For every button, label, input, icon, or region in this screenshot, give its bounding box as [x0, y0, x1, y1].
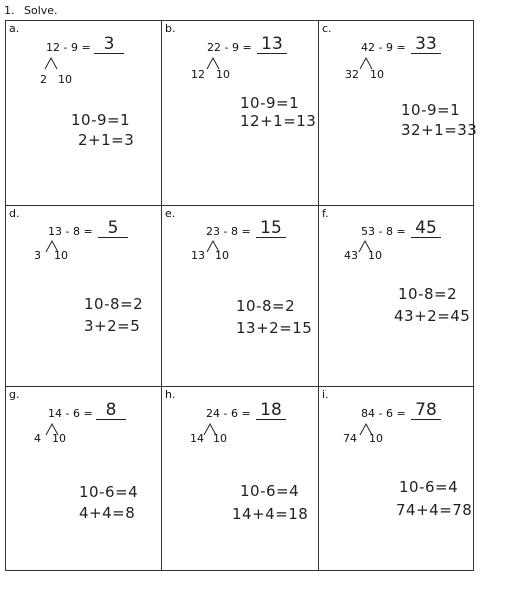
problem-letter: a.: [9, 22, 20, 35]
question-number: 1.: [4, 4, 15, 17]
work-line-2: 3+2=5: [84, 317, 141, 335]
split-ones: 74: [343, 432, 357, 445]
work-line-1: 10-6=4: [240, 482, 300, 500]
answer-blank: 18: [256, 401, 286, 420]
answer-blank: 15: [256, 219, 286, 238]
work-line-2: 12+1=13: [240, 112, 317, 130]
split-ones: 3: [34, 249, 41, 262]
problem-cell-e: [162, 206, 319, 387]
split-tens: 10: [216, 68, 230, 81]
problem-equation: 84 - 6 =: [361, 407, 406, 420]
problem-letter: e.: [165, 207, 176, 220]
problem-cell-b: [162, 21, 319, 206]
split-tens: 10: [368, 249, 382, 262]
work-line-2: 2+1=3: [78, 131, 135, 149]
problem-letter: d.: [9, 207, 20, 220]
work-line-2: 32+1=33: [401, 121, 478, 139]
split-ones: 14: [190, 432, 204, 445]
work-line-1: 10-9=1: [401, 101, 461, 119]
split-tens: 10: [52, 432, 66, 445]
problem-equation: 12 - 9 =: [46, 41, 91, 54]
split-tens: 10: [213, 432, 227, 445]
work-line-2: 13+2=15: [236, 319, 313, 337]
worksheet-header: [4, 4, 58, 17]
split-ones: 32: [345, 68, 359, 81]
problem-equation: 53 - 8 =: [361, 225, 406, 238]
work-line-1: 10-8=2: [236, 297, 296, 315]
answer-blank: 78: [411, 401, 441, 420]
problem-letter: b.: [165, 22, 176, 35]
work-line-1: 10-6=4: [79, 483, 139, 501]
split-tens: 10: [215, 249, 229, 262]
problem-cell-d: [6, 206, 162, 387]
problem-letter: g.: [9, 388, 20, 401]
work-line-1: 10-9=1: [240, 94, 300, 112]
split-tens: 10: [54, 249, 68, 262]
problem-cell-g: [6, 387, 162, 570]
problem-letter: h.: [165, 388, 176, 401]
work-line-2: 74+4=78: [396, 501, 473, 519]
split-ones: 4: [34, 432, 41, 445]
problem-cell-a: [6, 21, 162, 206]
problem-equation: 13 - 8 =: [48, 225, 93, 238]
problem-equation: 42 - 9 =: [361, 41, 406, 54]
split-ones: 12: [191, 68, 205, 81]
split-ones: 43: [344, 249, 358, 262]
problem-cell-f: [319, 206, 473, 387]
question-title: Solve.: [24, 4, 58, 17]
work-line-1: 10-9=1: [71, 111, 131, 129]
problem-letter: c.: [322, 22, 332, 35]
problem-cell-i: [319, 387, 473, 570]
work-line-1: 10-8=2: [398, 285, 458, 303]
problem-equation: 14 - 6 =: [48, 407, 93, 420]
problem-grid: [5, 20, 478, 571]
problem-equation: 23 - 8 =: [206, 225, 251, 238]
problem-cell-h: [162, 387, 319, 570]
answer-blank: 3: [94, 35, 124, 54]
problem-letter: f.: [322, 207, 329, 220]
problem-cell-c: [319, 21, 478, 206]
split-ones: 13: [191, 249, 205, 262]
problem-equation: 24 - 6 =: [206, 407, 251, 420]
work-line-2: 4+4=8: [79, 504, 136, 522]
answer-blank: 8: [96, 401, 126, 420]
problem-equation: 22 - 9 =: [207, 41, 252, 54]
answer-blank: 13: [257, 35, 287, 54]
work-line-1: 10-8=2: [84, 295, 144, 313]
work-line-1: 10-6=4: [399, 478, 459, 496]
work-line-2: 14+4=18: [232, 505, 309, 523]
answer-blank: 45: [411, 219, 441, 238]
number-bond-branch: [42, 56, 62, 70]
problem-letter: i.: [322, 388, 329, 401]
answer-blank: 33: [411, 35, 441, 54]
split-tens: 10: [58, 73, 72, 86]
split-ones: 2: [40, 73, 47, 86]
answer-blank: 5: [98, 219, 128, 238]
work-line-2: 43+2=45: [394, 307, 471, 325]
split-tens: 10: [370, 68, 384, 81]
split-tens: 10: [369, 432, 383, 445]
